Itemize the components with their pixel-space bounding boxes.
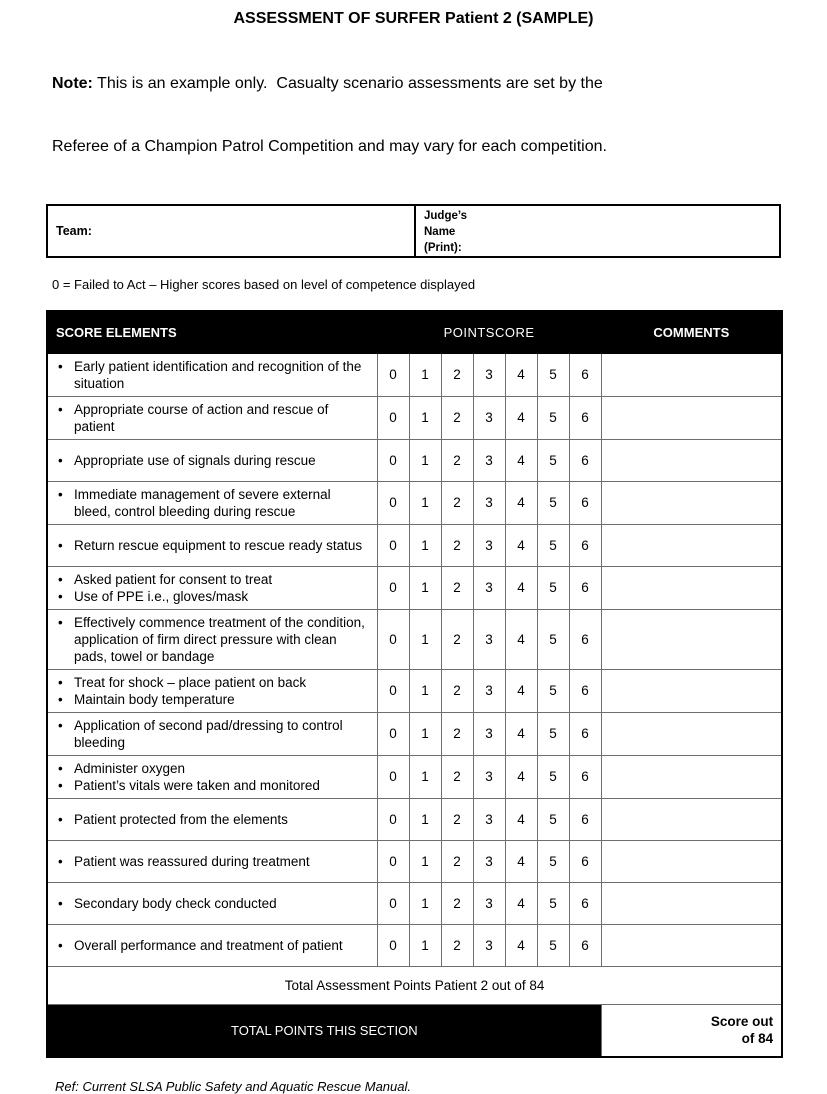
point-cell: 2 [441, 798, 473, 840]
comment-cell [601, 755, 782, 798]
comment-cell [601, 566, 782, 609]
bullet-icon: • [58, 401, 63, 417]
point-cell: 3 [473, 798, 505, 840]
bullet-icon: • [58, 853, 63, 869]
bullet-icon: • [58, 486, 63, 502]
point-cell: 0 [377, 840, 409, 882]
bullet-text: Return rescue equipment to rescue ready status [74, 537, 363, 553]
point-cell: 0 [377, 609, 409, 669]
bullet-item [56, 777, 371, 794]
point-cell: 0 [377, 924, 409, 966]
comment-cell [601, 924, 782, 966]
score-table [46, 310, 783, 1058]
bullet-item [56, 486, 371, 520]
point-cell: 2 [441, 882, 473, 924]
point-cell: 5 [537, 798, 569, 840]
point-cell: 2 [441, 524, 473, 566]
score-element-cell [47, 882, 377, 924]
point-cell: 4 [505, 798, 537, 840]
point-cell: 1 [409, 566, 441, 609]
point-cell: 2 [441, 396, 473, 439]
point-cell: 0 [377, 481, 409, 524]
bullet-icon: • [58, 937, 63, 953]
point-cell: 2 [441, 439, 473, 481]
bullet-icon: • [58, 452, 63, 468]
point-cell: 1 [409, 396, 441, 439]
point-cell: 4 [505, 669, 537, 712]
bullet-icon: • [58, 777, 63, 793]
comment-cell [601, 396, 782, 439]
total-assessment-label: Total Assessment Points Patient 2 out of 84 [47, 966, 782, 1004]
point-cell: 6 [569, 439, 601, 481]
bullet-item [56, 588, 371, 605]
bullet-icon: • [58, 614, 63, 630]
comment-cell [601, 524, 782, 566]
bullet-icon: • [58, 537, 63, 553]
judge-label-line: Name [424, 226, 456, 238]
point-cell: 6 [569, 669, 601, 712]
point-cell: 6 [569, 566, 601, 609]
score-element-cell [47, 566, 377, 609]
point-cell: 2 [441, 924, 473, 966]
score-out-line: Score out [710, 1014, 774, 1030]
point-cell: 6 [569, 481, 601, 524]
bullet-text: Secondary body check conducted [74, 895, 277, 911]
point-cell: 6 [569, 712, 601, 755]
point-cell: 4 [505, 924, 537, 966]
point-cell: 0 [377, 353, 409, 396]
score-out-cell [601, 1004, 782, 1057]
point-cell: 2 [441, 481, 473, 524]
point-cell: 0 [377, 396, 409, 439]
point-cell: 3 [473, 439, 505, 481]
point-cell: 2 [441, 566, 473, 609]
bullet-item [56, 760, 371, 777]
bullet-text: Asked patient for consent to treat [74, 571, 273, 587]
point-cell: 6 [569, 609, 601, 669]
section-total-row [47, 1004, 782, 1057]
point-cell: 4 [505, 396, 537, 439]
score-row [47, 396, 782, 439]
judge-label-line: (Print): [424, 242, 462, 254]
total-assessment-row [47, 966, 782, 1004]
score-row [47, 524, 782, 566]
point-cell: 1 [409, 755, 441, 798]
bullet-text: Patient was reassured during treatment [74, 853, 310, 869]
bullet-text: Overall performance and treatment of patient [74, 937, 343, 953]
point-cell: 3 [473, 669, 505, 712]
score-elements-header: SCORE ELEMENTS [47, 311, 377, 353]
point-cell: 2 [441, 669, 473, 712]
comment-cell [601, 798, 782, 840]
point-cell: 0 [377, 566, 409, 609]
reference-note: Ref: Current SLSA Public Safety and Aquatic Rescue Manual. [55, 1079, 412, 1094]
bullet-icon: • [58, 811, 63, 827]
score-row [47, 755, 782, 798]
score-element-cell [47, 669, 377, 712]
note-line-2: Referee of a Champion Patrol Competition and may vary for each competition. [52, 138, 607, 155]
point-cell: 5 [537, 882, 569, 924]
point-cell: 1 [409, 609, 441, 669]
bullet-text: Administer oxygen [74, 760, 186, 776]
score-row [47, 439, 782, 481]
point-cell: 3 [473, 566, 505, 609]
point-cell: 0 [377, 669, 409, 712]
judge-label-line: Judge’s [424, 210, 468, 222]
point-cell: 3 [473, 924, 505, 966]
score-row [47, 840, 782, 882]
point-cell: 6 [569, 882, 601, 924]
point-cell: 5 [537, 669, 569, 712]
score-row [47, 609, 782, 669]
score-element-cell [47, 712, 377, 755]
score-element-cell [47, 396, 377, 439]
point-cell: 1 [409, 439, 441, 481]
point-cell: 5 [537, 924, 569, 966]
bullet-text: Use of PPE i.e., gloves/mask [74, 588, 249, 604]
point-cell: 1 [409, 840, 441, 882]
point-cell: 0 [377, 882, 409, 924]
score-row [47, 882, 782, 924]
bullet-icon: • [58, 760, 63, 776]
comments-header: COMMENTS [601, 311, 782, 353]
bullet-icon: • [58, 358, 63, 374]
bullet-item [56, 401, 371, 435]
table-header-row [47, 311, 782, 353]
score-rows-body [47, 353, 782, 966]
point-cell: 6 [569, 396, 601, 439]
score-element-cell [47, 524, 377, 566]
score-element-cell [47, 755, 377, 798]
point-cell: 6 [569, 353, 601, 396]
point-cell: 6 [569, 798, 601, 840]
point-cell: 5 [537, 566, 569, 609]
bullet-item [56, 614, 371, 665]
point-cell: 4 [505, 481, 537, 524]
point-cell: 4 [505, 712, 537, 755]
team-judge-box [46, 204, 781, 258]
bullet-text: Early patient identification and recognition of the situation [74, 358, 362, 391]
point-cell: 3 [473, 840, 505, 882]
bullet-text: Appropriate use of signals during rescue [74, 452, 316, 468]
section-total-label: TOTAL POINTS THIS SECTION [47, 1004, 601, 1057]
score-element-cell [47, 798, 377, 840]
team-field [48, 206, 416, 256]
bullet-text: Effectively commence treatment of the condition, application of firm direct pressure with clean pads, towel or bandage [74, 614, 365, 664]
point-cell: 4 [505, 524, 537, 566]
comment-cell [601, 353, 782, 396]
point-cell: 5 [537, 755, 569, 798]
point-cell: 5 [537, 524, 569, 566]
point-cell: 3 [473, 396, 505, 439]
point-cell: 0 [377, 712, 409, 755]
point-cell: 1 [409, 712, 441, 755]
point-cell: 5 [537, 396, 569, 439]
point-cell: 1 [409, 481, 441, 524]
score-element-cell [47, 353, 377, 396]
point-cell: 4 [505, 566, 537, 609]
point-cell: 4 [505, 840, 537, 882]
point-cell: 2 [441, 712, 473, 755]
comment-cell [601, 840, 782, 882]
bullet-icon: • [58, 571, 63, 587]
bullet-item [56, 811, 371, 828]
bullet-icon: • [58, 691, 63, 707]
point-cell: 6 [569, 755, 601, 798]
point-cell: 1 [409, 524, 441, 566]
bullet-item [56, 895, 371, 912]
score-row [47, 669, 782, 712]
point-cell: 6 [569, 924, 601, 966]
score-row [47, 798, 782, 840]
score-element-cell [47, 609, 377, 669]
note-label: Note: [52, 75, 93, 92]
point-cell: 5 [537, 439, 569, 481]
bullet-icon: • [58, 895, 63, 911]
bullet-icon: • [58, 717, 63, 733]
note-paragraph [52, 31, 827, 199]
point-cell: 0 [377, 439, 409, 481]
point-cell: 3 [473, 882, 505, 924]
judge-name-field [416, 206, 779, 256]
bullet-text: Patient protected from the elements [74, 811, 288, 827]
score-row [47, 712, 782, 755]
bullet-text: Maintain body temperature [74, 691, 235, 707]
point-cell: 0 [377, 798, 409, 840]
bullet-text: Immediate management of severe external bleed, control bleeding during rescue [74, 486, 331, 519]
point-cell: 0 [377, 755, 409, 798]
comment-cell [601, 609, 782, 669]
score-out-line: of 84 [741, 1031, 774, 1047]
score-row [47, 924, 782, 966]
bullet-item [56, 717, 371, 751]
bullet-item [56, 571, 371, 588]
score-element-cell [47, 481, 377, 524]
point-cell: 1 [409, 882, 441, 924]
point-cell: 2 [441, 755, 473, 798]
bullet-item [56, 537, 371, 554]
bullet-text: Patient’s vitals were taken and monitored [74, 777, 320, 793]
score-row [47, 353, 782, 396]
bullet-item [56, 674, 371, 691]
bullet-text: Treat for shock – place patient on back [74, 674, 307, 690]
score-row [47, 481, 782, 524]
point-cell: 4 [505, 755, 537, 798]
point-cell: 1 [409, 924, 441, 966]
bullet-icon: • [58, 674, 63, 690]
point-cell: 3 [473, 524, 505, 566]
comment-cell [601, 882, 782, 924]
score-element-cell [47, 924, 377, 966]
point-cell: 1 [409, 353, 441, 396]
bullet-icon: • [58, 588, 63, 604]
point-cell: 2 [441, 353, 473, 396]
point-cell: 5 [537, 609, 569, 669]
point-cell: 1 [409, 798, 441, 840]
score-element-cell [47, 840, 377, 882]
comment-cell [601, 439, 782, 481]
scoring-legend: 0 = Failed to Act – Higher scores based on level of competence displayed [52, 277, 476, 292]
point-cell: 1 [409, 669, 441, 712]
score-row [47, 566, 782, 609]
point-cell: 4 [505, 353, 537, 396]
note-line1-text: This is an example only. Casualty scenario assessments are set by the [92, 75, 603, 92]
point-cell: 4 [505, 609, 537, 669]
bullet-item [56, 691, 371, 708]
point-cell: 6 [569, 840, 601, 882]
point-cell: 3 [473, 712, 505, 755]
score-element-cell [47, 439, 377, 481]
comment-cell [601, 669, 782, 712]
bullet-text: Appropriate course of action and rescue of patient [74, 401, 329, 434]
point-cell: 5 [537, 353, 569, 396]
point-cell: 4 [505, 882, 537, 924]
point-cell: 2 [441, 609, 473, 669]
bullet-item [56, 853, 371, 870]
bullet-item [56, 358, 371, 392]
point-cell: 3 [473, 353, 505, 396]
point-cell: 5 [537, 712, 569, 755]
point-cell: 5 [537, 840, 569, 882]
bullet-item [56, 937, 371, 954]
note-line-1 [52, 73, 827, 94]
comment-cell [601, 481, 782, 524]
point-cell: 3 [473, 481, 505, 524]
comment-cell [601, 712, 782, 755]
team-label: Team: [56, 224, 92, 238]
point-cell: 3 [473, 755, 505, 798]
bullet-item [56, 452, 371, 469]
point-cell: 6 [569, 524, 601, 566]
point-cell: 2 [441, 840, 473, 882]
pointscore-header: POINTSCORE [377, 311, 601, 353]
point-cell: 0 [377, 524, 409, 566]
point-cell: 4 [505, 439, 537, 481]
point-cell: 3 [473, 609, 505, 669]
bullet-text: Application of second pad/dressing to control bleeding [74, 717, 343, 750]
point-cell: 5 [537, 481, 569, 524]
page-title: ASSESSMENT OF SURFER Patient 2 (SAMPLE) [233, 10, 594, 27]
